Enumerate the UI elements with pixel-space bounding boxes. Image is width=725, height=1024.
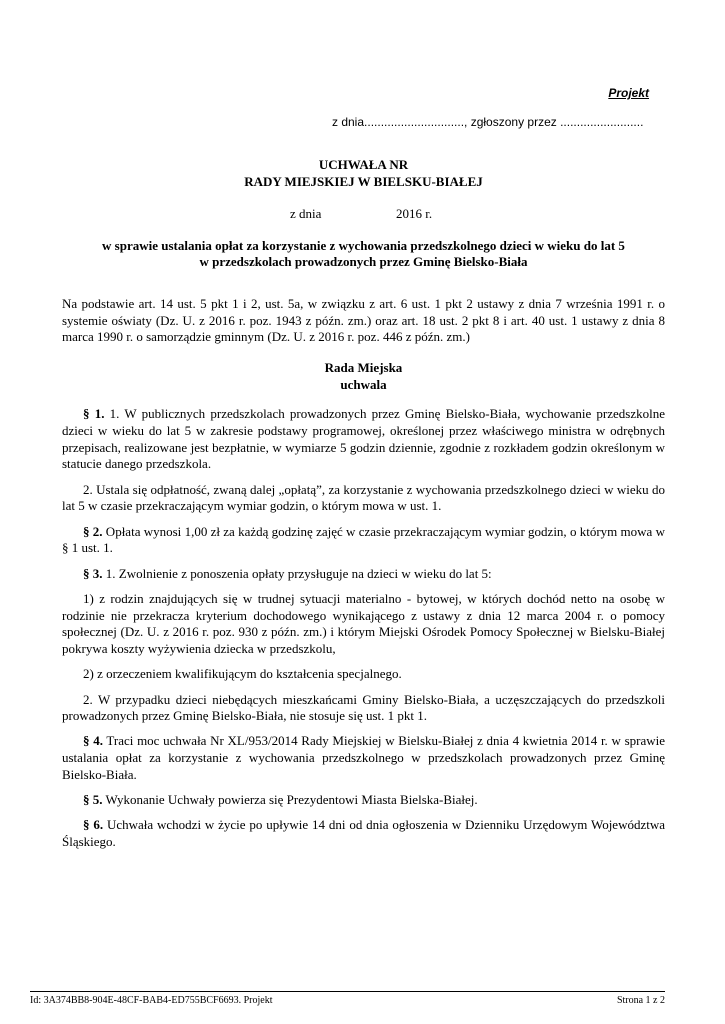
paragraph-text: Uchwała wchodzi w życie po upływie 14 dni od dnia ogłoszenia w Dzienniku Urzędowym Województwa Śląskiego. [62,817,666,850]
subject-line-1: w sprawie ustalania opłat za korzystanie z wychowania przedszkolnego dzieci w wieku do lat 5 [102,238,625,253]
paragraph [62,792,665,809]
paragraph [62,566,665,583]
paragraph [62,406,665,473]
date-prefix: z dnia [290,206,322,221]
section-mark: § 5. [83,792,103,808]
resolution-subject [62,238,665,270]
section-mark: § 6. [83,817,104,833]
paragraph [62,591,665,658]
paragraph-text: 2. W przypadku dzieci niebędących mieszkańcami Gminy Bielsko-Biała, a uczęszczających do przedszkoli prowadzonych przez Gminę Bielsko-Biała, nie stosuje się ust. 1 pkt 1. [62,691,665,724]
resolution-title [62,156,665,190]
paragraph [62,482,665,516]
paragraph-text: 2. Ustala się odpłatność, zwaną dalej „opłatą”, za korzystanie z wychowania przedszkolnego dzieci w wieku do lat 5 w czasie przekraczającym wymiar godzin, o którym mowa w ust. 1. [62,481,665,514]
projekt-label: Projekt [608,86,649,100]
title-line-1: UCHWAŁA NR [318,157,409,172]
council-heading [62,360,665,393]
paragraph-text: 1. Zwolnienie z ponoszenia opłaty przysługuje na dzieci w wieku do lat 5: [102,565,492,581]
section-mark: § 1. [83,406,105,421]
page-number: Strona 1 z 2 [616,995,665,1006]
paragraph [62,817,665,851]
paragraph [62,692,665,726]
paragraph [62,666,665,683]
title-line-2: RADY MIEJSKIEJ W BIELSKU-BIAŁEJ [244,174,483,189]
date-year: 2016 r. [396,206,433,221]
section-mark: § 4. [83,733,103,749]
paragraph [62,524,665,558]
paragraph-text: 2) z orzeczeniem kwalifikującym do kształcenia specjalnego. [83,666,402,682]
resolution-body [62,406,665,859]
section-mark: § 2. [83,523,103,539]
document-id: Id: 3A374BB8-904E-48CF-BAB4-ED755BCF6693. Projekt [30,995,273,1006]
council-name: Rada Miejska [324,360,403,375]
paragraph-text: Traci moc uchwała Nr XL/953/2014 Rady Miejskiej w Bielsku-Białej z dnia 4 kwietnia 2014 r. w sprawie ustalania opłat za korzystanie z wychowania przedszkolnego w przedszkolach prowadzonych przez Gminę Bielsko-Biała. [62,733,666,783]
submitted-line: z dnia.............................., zgłoszony przez ......................... [332,115,644,129]
council-resolves: uchwala [340,376,387,392]
legal-basis: Na podstawie art. 14 ust. 5 pkt 1 i 2, ust. 5a, w związku z art. 6 ust. 1 pkt 2 ustawy z dnia 7 września 1991 r. o systemie oświaty (Dz. U. z 2016 r. poz. 1943 z późn. zm.) oraz art. 18 ust. 2 pkt 8 i art. 40 ust. 1 ustawy z dnia 8 marca 1990 r. o samorządzie gminnym (Dz. U. z 2016 r. poz. 446 z późn. zm.) [62,296,665,344]
paragraph-text: Wykonanie Uchwały powierza się Prezydentowi Miasta Bielska-Białej. [102,792,478,808]
paragraph [62,733,665,783]
section-mark: § 3. [83,565,103,581]
subject-line-2: w przedszkolach prowadzonych przez Gminę Bielsko-Biała [199,254,528,269]
paragraph-text: 1) z rodzin znajdujących się w trudnej sytuacji materialno - bytowej, w których dochód netto na osobę w rodzinie nie przekracza kryterium dochodowego wynikającego z ustawy z dnia 12 marca 2004 r. o pomocy społecznej (Dz. U. z 2016 r. poz. 930 z późn. zm.) i którym Miejski Ośrodek Pomocy Społecznej w Bielsku-Białej pokrywa koszty wyżywienia dziecka w przedszkolu, [62,590,665,657]
footer-divider [30,991,665,992]
paragraph-text: 1. W publicznych przedszkolach prowadzonych przez Gminę Bielsko-Biała, wychowanie przedszkolne dzieci w wieku do lat 5 w zakresie podstawy programowej, określonej przez właściwego ministra w odrębnych przepisach, realizowane jest bezpłatnie, w wymiarze 5 godzin dziennie, zgodnie z rozkładem godzin określonym w statucie danego przedszkola. [62,406,666,472]
paragraph-text: Opłata wynosi 1,00 zł za każdą godzinę zajęć w czasie przekraczającym wymiar godzin, o którym mowa w § 1 ust. 1. [62,523,665,556]
